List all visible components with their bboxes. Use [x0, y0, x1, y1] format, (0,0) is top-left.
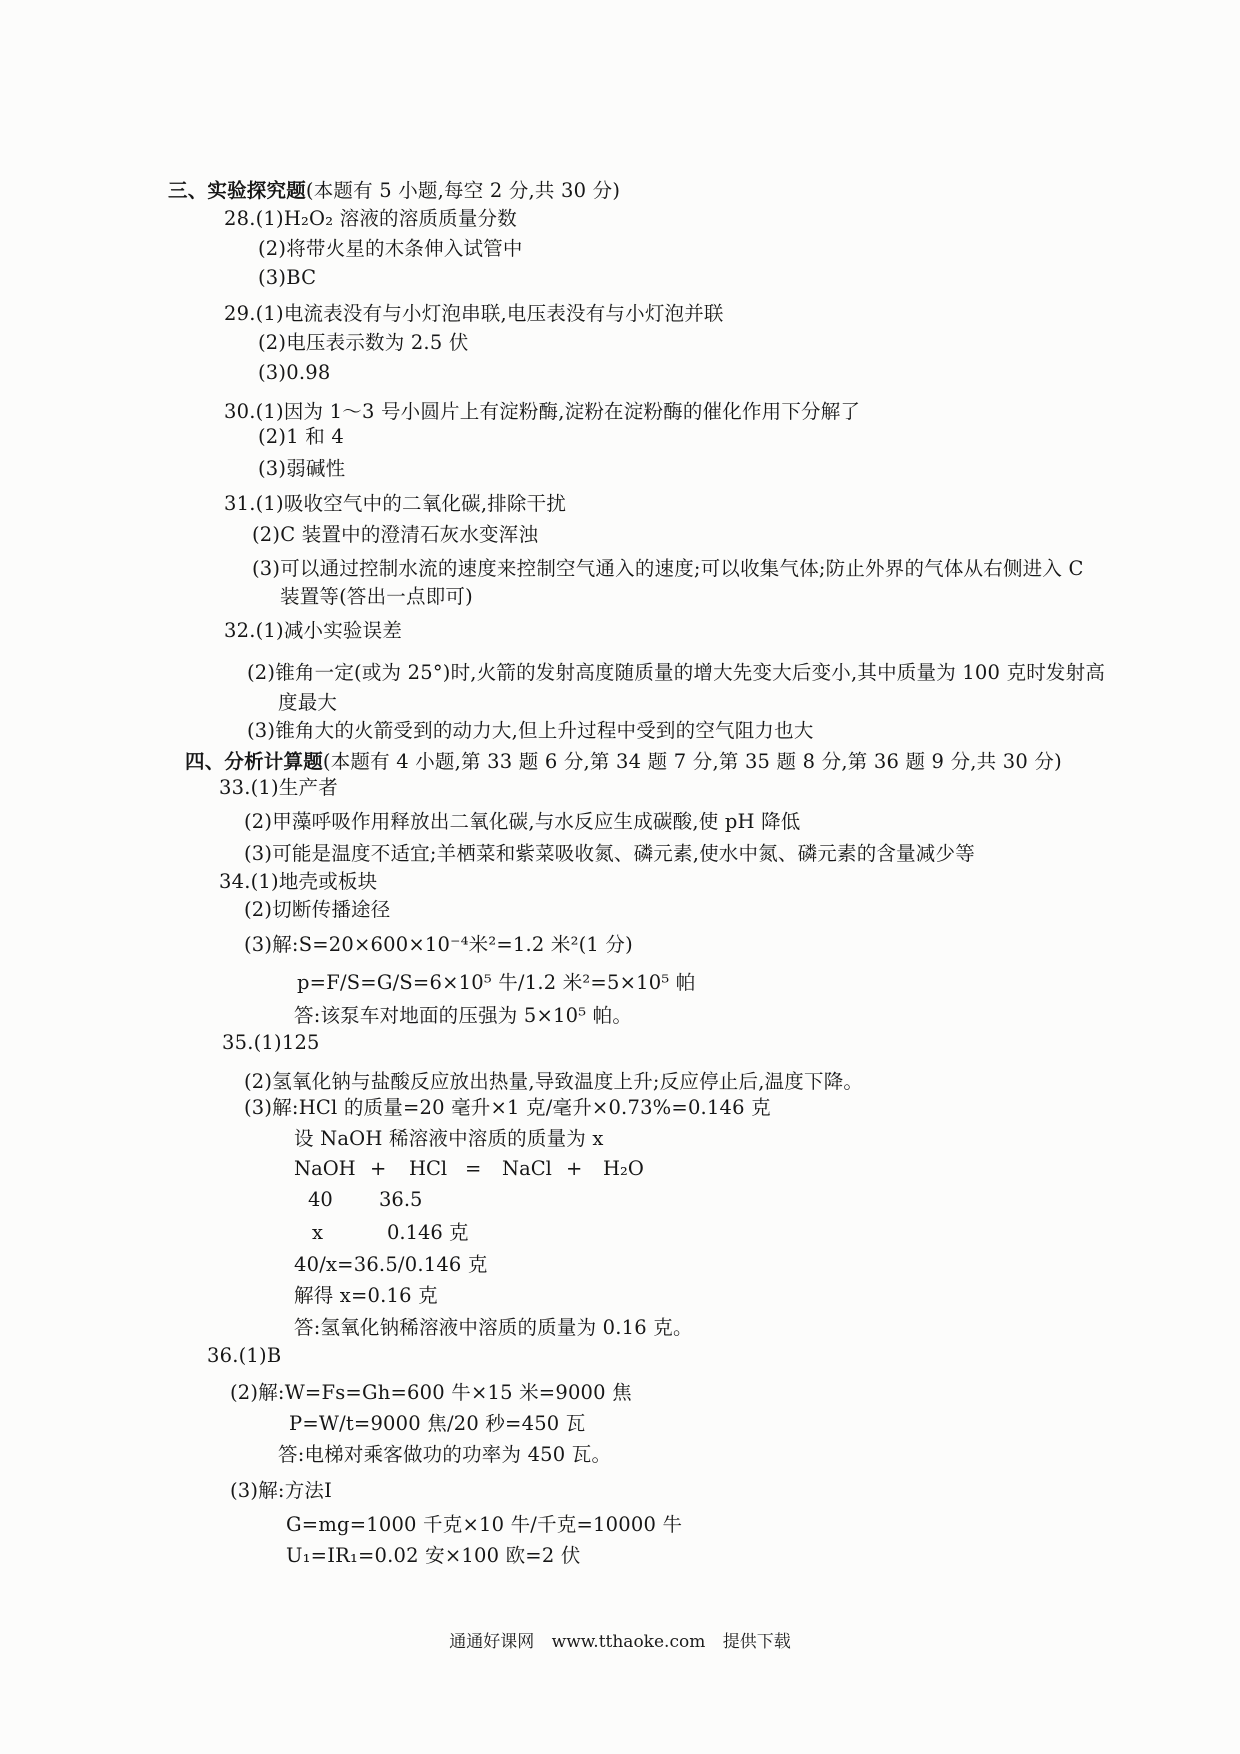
q36-answer-2: (2)解:W=Fs=Gh=600 牛×15 米=9000 焦 [230, 1381, 632, 1404]
q33-answer-3: (3)可能是温度不适宜;羊栖菜和紫菜吸收氮、磷元素,使水中氮、磷元素的含量减少等 [244, 842, 975, 865]
q33-answer-1: 33.(1)生产者 [219, 776, 338, 799]
q34-answer-1: 34.(1)地壳或板块 [219, 870, 378, 893]
q35-assumption: 设 NaOH 稀溶液中溶质的质量为 x [294, 1127, 604, 1150]
q36-power-formula: P=W/t=9000 焦/20 秒=450 瓦 [289, 1412, 586, 1435]
q31-answer-2: (2)C 装置中的澄清石灰水变浑浊 [252, 523, 539, 546]
q32-answer-2-continued: 度最大 [278, 691, 338, 714]
q32-answer-1: 32.(1)减小实验误差 [224, 619, 403, 642]
q34-pressure-formula: p=F/S=G/S=6×10⁵ 牛/1.2 米²=5×10⁵ 帕 [297, 971, 696, 994]
footer-site-name: 通通好课网 [449, 1632, 535, 1652]
section-3-heading [168, 179, 620, 203]
q33-answer-2: (2)甲藻呼吸作用释放出二氧化碳,与水反应生成碳酸,使 pH 降低 [244, 810, 801, 833]
page-footer [0, 1631, 1240, 1653]
equation-term-h2o: H₂O [603, 1157, 644, 1180]
q35-result: 解得 x=0.16 克 [294, 1284, 438, 1307]
q29-answer-3: (3)0.98 [258, 361, 331, 384]
q35-proportion: 40/x=36.5/0.146 克 [294, 1253, 488, 1276]
section-4-title: 四、分析计算题 [185, 750, 323, 773]
q35-answer-3: (3)解:HCl 的质量=20 毫升×1 克/毫升×0.73%=0.146 克 [244, 1096, 771, 1119]
section-4-note: (本题有 4 小题,第 33 题 6 分,第 34 题 7 分,第 35 题 8 分,第 36 题 9 分,共 30 分) [322, 750, 1062, 773]
q36-weight-formula: G=mg=1000 千克×10 牛/千克=10000 牛 [286, 1513, 683, 1536]
footer-suffix: 提供下载 [722, 1632, 791, 1652]
footer-url: www.tthaoke.com [551, 1632, 706, 1652]
ratio-hcl-molar-mass: 36.5 [379, 1188, 423, 1211]
q36-answer-3: (3)解:方法Ⅰ [230, 1479, 332, 1502]
ratio-naoh-molar-mass: 40 [308, 1188, 333, 1211]
q34-answer-2: (2)切断传播途径 [244, 898, 391, 921]
ratio-naoh-mass: x [312, 1221, 323, 1244]
q30-answer-2: (2)1 和 4 [258, 425, 344, 448]
equation-term-nacl: NaCl [502, 1157, 552, 1180]
section-4-heading [185, 750, 1062, 774]
q36-voltage-formula: U₁=IR₁=0.02 安×100 欧=2 伏 [286, 1544, 581, 1567]
q34-answer-3: (3)解:S=20×600×10⁻⁴米²=1.2 米²(1 分) [244, 933, 633, 956]
q36-conclusion: 答:电梯对乘客做功的功率为 450 瓦。 [278, 1443, 612, 1466]
q35-answer-1: 35.(1)125 [222, 1031, 320, 1054]
q31-answer-3: (3)可以通过控制水流的速度来控制空气通入的速度;可以收集气体;防止外界的气体从右侧进入 C [252, 557, 1084, 580]
q36-answer-1: 36.(1)B [207, 1344, 282, 1367]
equation-plus-1: + [370, 1157, 387, 1180]
q28-answer-1: 28.(1)H₂O₂ 溶液的溶质质量分数 [224, 207, 517, 230]
equation-term-hcl: HCl [409, 1157, 448, 1180]
section-3-title: 三、实验探究题 [168, 179, 306, 202]
q30-answer-3: (3)弱碱性 [258, 457, 346, 480]
section-3-note: (本题有 5 小题,每空 2 分,共 30 分) [305, 179, 621, 202]
q29-answer-2: (2)电压表示数为 2.5 伏 [258, 331, 469, 354]
equation-equals: = [465, 1157, 482, 1180]
q31-answer-3-continued: 装置等(答出一点即可) [280, 585, 473, 608]
q35-answer-2: (2)氢氧化钠与盐酸反应放出热量,导致温度上升;反应停止后,温度下降。 [244, 1070, 864, 1093]
q34-conclusion: 答:该泵车对地面的压强为 5×10⁵ 帕。 [294, 1004, 633, 1027]
q28-answer-3: (3)BC [258, 266, 317, 289]
q31-answer-1: 31.(1)吸收空气中的二氧化碳,排除干扰 [224, 492, 567, 515]
q28-answer-2: (2)将带火星的木条伸入试管中 [258, 237, 523, 260]
equation-term-naoh: NaOH [294, 1157, 356, 1180]
q30-answer-1: 30.(1)因为 1～3 号小圆片上有淀粉酶,淀粉在淀粉酶的催化作用下分解了 [224, 400, 861, 423]
q32-answer-3: (3)锥角大的火箭受到的动力大,但上升过程中受到的空气阻力也大 [247, 719, 814, 742]
equation-plus-2: + [566, 1157, 583, 1180]
q29-answer-1: 29.(1)电流表没有与小灯泡串联,电压表没有与小灯泡并联 [224, 302, 724, 325]
q35-conclusion: 答:氢氧化钠稀溶液中溶质的质量为 0.16 克。 [294, 1316, 693, 1339]
q32-answer-2: (2)锥角一定(或为 25°)时,火箭的发射高度随质量的增大先变大后变小,其中质量为 100 克时发射高 [247, 661, 1106, 684]
ratio-hcl-mass: 0.146 克 [387, 1221, 469, 1244]
